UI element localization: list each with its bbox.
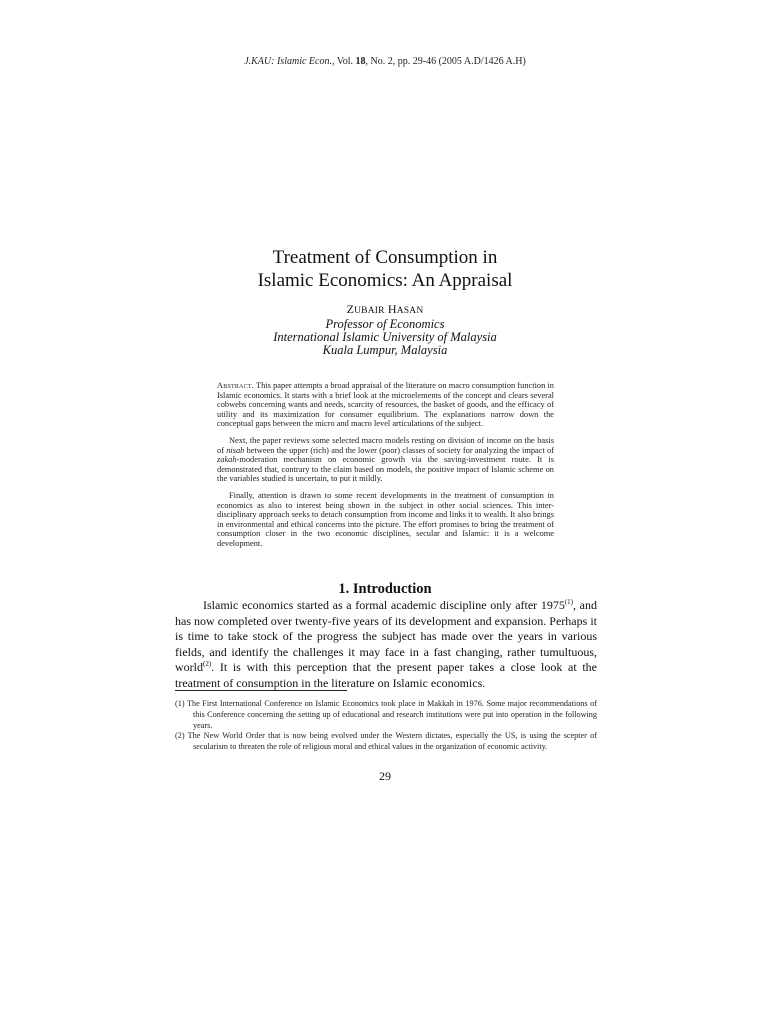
abstract <box>217 381 554 556</box>
author-name: ZUBAIR HASAN <box>346 302 424 316</box>
paper-title-line-2: Islamic Economics: An Appraisal <box>257 270 513 291</box>
volume-label: Vol. <box>336 56 354 67</box>
footnote-2: (2) The New World Order that is now being evolved under the Western dictates, especially the US, is using the scepter of secularism to threaten the role of religious moral and ethical values in the organization of economic activity. <box>175 731 597 752</box>
abstract-paragraph-2: Next, the paper reviews some selected macro models resting on division of income on the basis of nisab between the upper (rich) and the lower (poor) classes of society for analyzing the impact of zakah-moderation mechanism on economic growth via the saving-investment route. It is demonstrated that, contrary to the claim based on models, the positive impact of Islamic scheme on the variables studied is uncertain, to put it mildly. <box>217 435 554 484</box>
author-university: International Islamic University of Malaysia <box>273 330 497 344</box>
footnote-1: (1) The First International Conference on Islamic Economics took place in Makkah in 1976. Some major recommendations of this Conference concerning the setting up of educational and research institutions were put into operation in the following years. <box>175 699 597 730</box>
journal-name: J.KAU: Islamic Econ., <box>244 56 335 67</box>
author-position: Professor of Economics <box>325 317 445 331</box>
section-heading: 1. Introduction <box>338 581 432 597</box>
footnotes <box>175 699 597 753</box>
abstract-paragraph-1: Abstract. This paper attempts a broad appraisal of the literature on macro consumption function in Islamic economics. It starts with a brief look at the microelements of the concept and clears several cobwebs concerning wants and needs, scarcity of resources, the basket of goods, and the efficacy of utility and its maximization for consumer equilibrium. The explanations narrow down the conceptual gaps between the micro and macro level articulations of the subject. <box>217 381 554 429</box>
footnote-ref-2: (2) <box>203 660 212 669</box>
running-head <box>0 56 770 67</box>
author-location: Kuala Lumpur, Malaysia <box>322 343 448 357</box>
abstract-paragraph-3: Finally, attention is drawn to some recent developments in the treatment of consumption in economics as also to interest being shown in the subject in other social sciences. This inter-disciplinary approach seeks to detach consumption from income and links it to wealth. It also brings in environmental and ethical concerns into the picture. The effort promises to bring the treatment of consumption closer in the two economic disciplines, secular and Islamic: it is a welcome development. <box>217 490 554 548</box>
intro-paragraph: Islamic economics started as a formal academic discipline only after 1975$^{(1)}$, and has now completed over twenty-five years of its development and expansion. Perhaps it is time to take stock of the progress the subject has made over the years in various fields, and identify the challenges it may face in a fast changing, rather tumultuous, world$^{(2)}$. It is with this perception that the present paper takes a close look at the treatment of consumption in the literature on Islamic economics. <box>175 598 598 690</box>
volume-number: 18 <box>355 56 366 67</box>
paper-title-line-1: Treatment of Consumption in <box>272 247 498 268</box>
abstract-lead: Abstract. <box>217 381 254 390</box>
introduction-text <box>175 598 597 692</box>
footnote-ref-1: (1) <box>564 598 574 606</box>
footnote-rule <box>175 690 347 691</box>
title-block <box>0 246 770 357</box>
issue-pages: , No. 2, pp. 29-46 (2005 A.D/1426 A.H) <box>365 56 526 67</box>
page-number: 29 <box>379 769 391 783</box>
